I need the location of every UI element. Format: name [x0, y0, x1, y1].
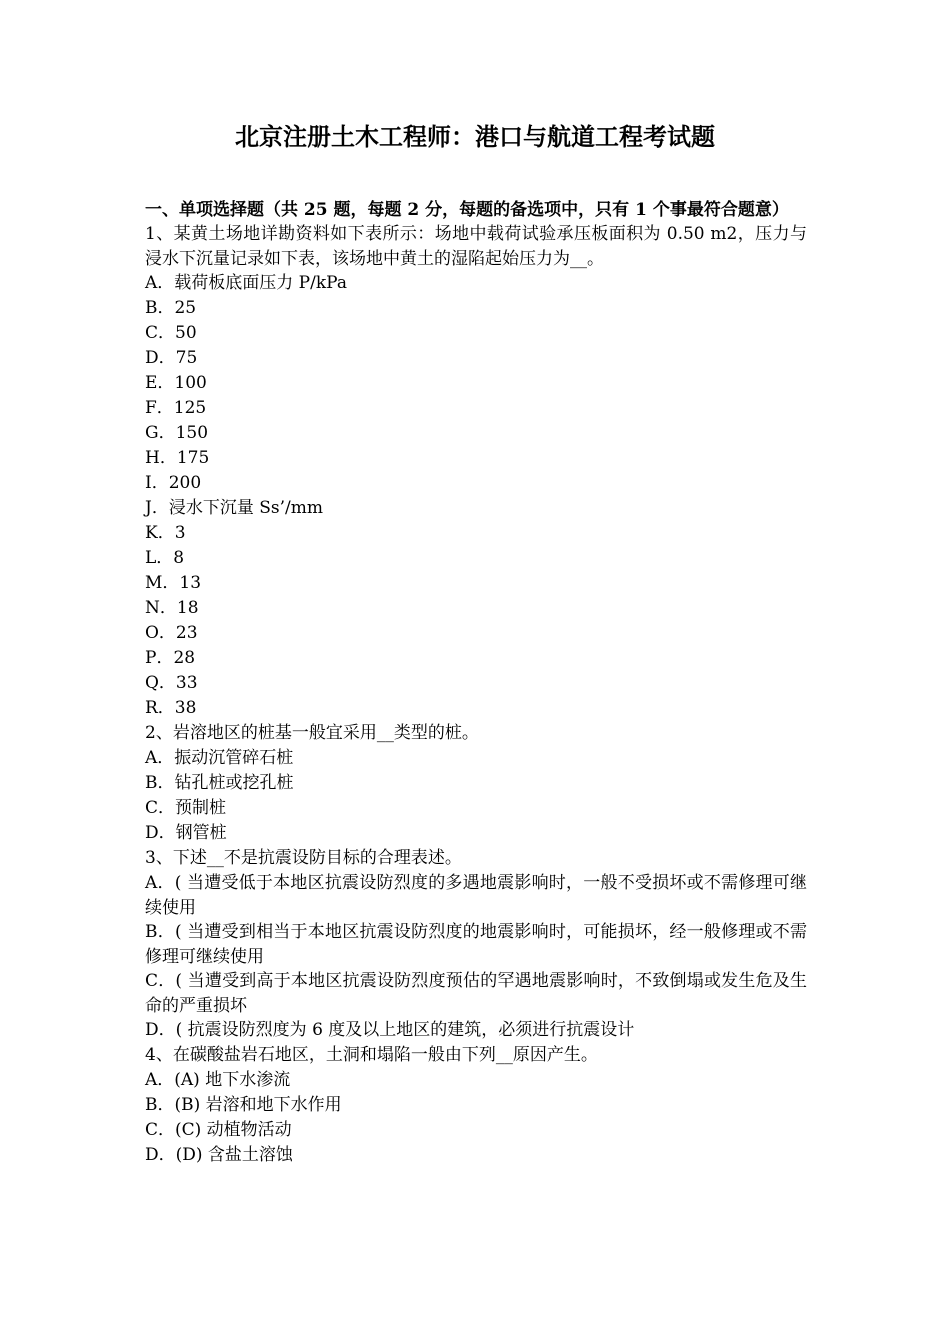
option-4d: D．(D) 含盐土溶蚀	[145, 1145, 293, 1165]
option-4b: B．(B) 岩溶和地下水作用	[145, 1095, 342, 1115]
option-1m: M．13	[145, 573, 202, 593]
option-1i: I．200	[145, 473, 202, 493]
option-1k: K．3	[145, 523, 186, 543]
option-1b: B．25	[145, 298, 197, 318]
question-stem-1: 1、某黄土场地详勘资料如下表所示：场地中载荷试验承压板面积为 0.50 m2，压力与浸水下沉量记录如下表，该场地中黄土的湿陷起始压力为__。	[145, 224, 807, 269]
option-1g: G．150	[145, 423, 209, 443]
option-1r: R．38	[145, 698, 197, 718]
option-1c: C．50	[145, 323, 197, 343]
option-4c: C．(C) 动植物活动	[145, 1120, 292, 1140]
option-3c: C．( 当遭受到高于本地区抗震设防烈度预估的罕遇地震影响时，不致倒塌或发生危及生命的严重损坏	[145, 971, 807, 1016]
option-3d: D．( 抗震设防烈度为 6 度及以上地区的建筑，必须进行抗震设计	[145, 1020, 635, 1040]
option-1p: P．28	[145, 648, 196, 668]
option-1e: E．100	[145, 373, 207, 393]
section-heading: 一、单项选择题（共 25 题，每题 2 分，每题的备选项中，只有 1 个事最符合题意）	[145, 200, 789, 220]
option-1l: L．8	[145, 548, 185, 568]
option-1n: N．18	[145, 598, 199, 618]
option-2c: C．预制桩	[145, 798, 227, 818]
option-1q: Q．33	[145, 673, 198, 693]
option-1f: F．125	[145, 398, 207, 418]
option-2a: A．振动沉管碎石桩	[145, 748, 294, 768]
option-3a: A．( 当遭受低于本地区抗震设防烈度的多遇地震影响时，一般不受损坏或不需修理可继续使用	[145, 873, 807, 918]
option-1a: A．载荷板底面压力 P/kPa	[145, 273, 347, 293]
option-1j: J．浸水下沉量 Ss’/mm	[145, 498, 323, 518]
option-3b: B．( 当遭受到相当于本地区抗震设防烈度的地震影响时，可能损坏，经一般修理或不需修理可继续使用	[145, 922, 807, 967]
option-1d: D．75	[145, 348, 198, 368]
option-4a: A．(A) 地下水渗流	[145, 1070, 291, 1090]
option-1o: O．23	[145, 623, 198, 643]
option-2d: D．钢管桩	[145, 823, 227, 843]
document-title: 北京注册土木工程师：港口与航道工程考试题	[235, 122, 715, 151]
question-stem-4: 4、在碳酸盐岩石地区，土洞和塌陷一般由下列__原因产生。	[145, 1045, 598, 1065]
document-body	[145, 198, 807, 1168]
option-2b: B．钻孔桩或挖孔桩	[145, 773, 294, 793]
question-stem-3: 3、下述__不是抗震设防目标的合理表述。	[145, 848, 462, 868]
option-1h: H．175	[145, 448, 210, 468]
question-stem-2: 2、岩溶地区的桩基一般宜采用__类型的桩。	[145, 723, 479, 743]
